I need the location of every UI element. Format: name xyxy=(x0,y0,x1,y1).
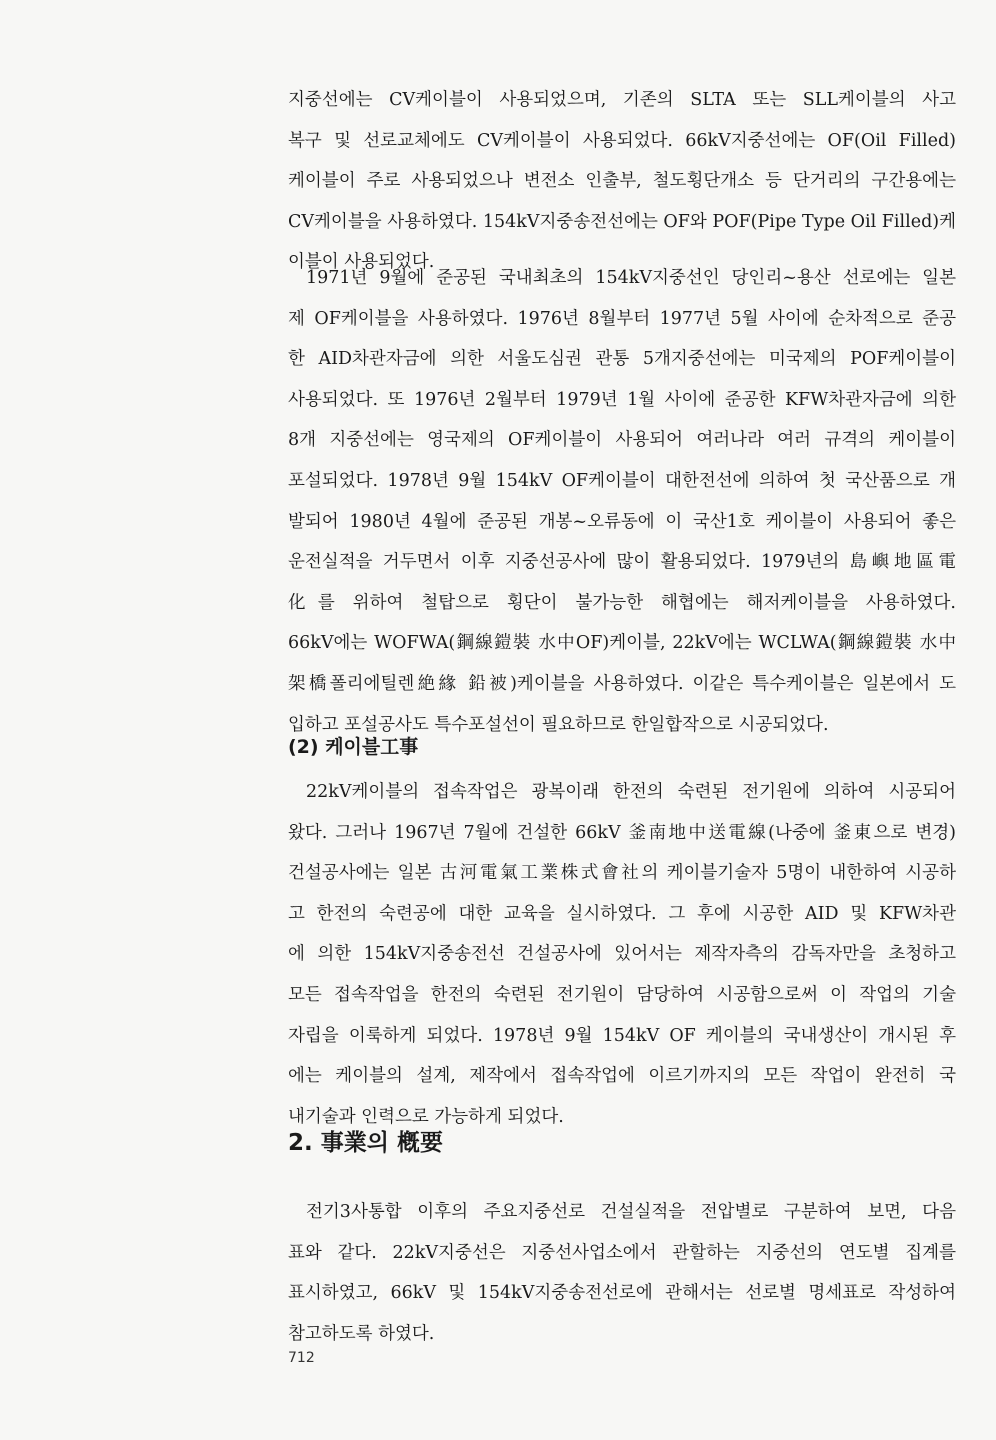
text-line: 운전실적을 거두면서 이후 지중선공사에 많이 활용되었다. 1979년의 島嶼地區電 xyxy=(288,552,956,573)
text-line: 化를 위하여 철탑으로 횡단이 불가능한 해협에는 해저케이블을 사용하였다. xyxy=(288,592,956,613)
text-line: 한 AID차관자금에 의한 서울도심권 관통 5개지중선에는 미국제의 POF케이블이 xyxy=(288,349,956,370)
text-line: 포설되었다. 1978년 9월 154kV OF케이블이 대한전선에 의하여 첫 국산품으로 개 xyxy=(288,470,956,491)
text-line: 내기술과 인력으로 가능하게 되었다. xyxy=(288,1106,564,1127)
text-line: 입하고 포설공사도 특수포설선이 필요하므로 한일합작으로 시공되었다. xyxy=(288,714,829,735)
subsection-heading: (2) 케이블工事 xyxy=(288,736,419,758)
text-line: 8개 지중선에는 영국제의 OF케이블이 사용되어 여러나라 여러 규격의 케이블이 xyxy=(288,430,956,451)
text-line: 표시하였고, 66kV 및 154kV지중송전선로에 관해서는 선로별 명세표로 작성하여 xyxy=(288,1283,956,1304)
text-line: 지중선에는 CV케이블이 사용되었으며, 기존의 SLTA 또는 SLL케이블의 사고 xyxy=(288,90,956,110)
section-heading: 2. 事業의 槪要 xyxy=(288,1130,443,1156)
paragraph-cable-history xyxy=(288,258,956,745)
text-line: 발되어 1980년 4월에 준공된 개봉~오류동에 이 국산1호 케이블이 사용되어 좋은 xyxy=(288,511,956,532)
text-line: 사용되었다. 또 1976년 2월부터 1979년 1월 사이에 준공한 KFW차관자금에 의한 xyxy=(288,389,956,410)
text-line: 모든 접속작업을 한전의 숙련된 전기원이 담당하여 시공함으로써 이 작업의 기술 xyxy=(288,984,956,1005)
text-line: 제 OF케이블을 사용하였다. 1976년 8월부터 1977년 5월 사이에 순차적으로 준공 xyxy=(288,308,956,329)
text-line: 66kV에는 WOFWA(鋼線鎧裝 水中OF)케이블, 22kV에는 WCLWA(鋼線鎧裝 水中 xyxy=(288,633,956,654)
text-line: 1971년 9월에 준공된 국내최초의 154kV지중선인 당인리~용산 선로에는 일본 xyxy=(306,268,956,288)
paragraph-cable-construction xyxy=(288,772,956,1137)
text-line: 건설공사에는 일본 古河電氣工業株式會社의 케이블기술자 5명이 내한하여 시공하 xyxy=(288,863,956,884)
text-line: 자립을 이룩하게 되었다. 1978년 9월 154kV OF 케이블의 국내생산이 개시된 후 xyxy=(288,1025,956,1046)
text-line: 전기3사통합 이후의 주요지중선로 건설실적을 전압별로 구분하여 보면, 다음 xyxy=(306,1202,956,1222)
text-line: 케이블이 주로 사용되었으나 변전소 인출부, 철도횡단개소 등 단거리의 구간용에는 xyxy=(288,171,956,192)
text-line: CV케이블을 사용하였다. 154kV지중송전선에는 OF와 POF(Pipe Type Oil Filled)케 xyxy=(288,211,956,232)
paragraph-business-overview xyxy=(288,1192,956,1354)
paragraph-cable-types xyxy=(288,80,956,283)
text-line: 고 한전의 숙련공에 대한 교육을 실시하였다. 그 후에 시공한 AID 및 KFW차관 xyxy=(288,903,956,924)
text-line: 이블이 사용되었다. xyxy=(288,252,435,273)
page-number: 712 xyxy=(288,1350,315,1366)
text-line: 에 의한 154kV지중송전선 건설공사에 있어서는 제작자측의 감독자만을 초청하고 xyxy=(288,944,956,965)
text-line: 에는 케이블의 설계, 제작에서 접속작업에 이르기까지의 모든 작업이 완전히 국 xyxy=(288,1066,956,1087)
text-line: 복구 및 선로교체에도 CV케이블이 사용되었다. 66kV지중선에는 OF(Oil Filled) xyxy=(288,130,956,151)
text-line: 왔다. 그러나 1967년 7월에 건설한 66kV 釜南地中送電線(나중에 釜東으로 변경) xyxy=(288,822,956,843)
text-line: 架橋폴리에틸렌絶緣 鉛被)케이블을 사용하였다. 이같은 특수케이블은 일본에서 도 xyxy=(288,673,956,694)
text-line: 22kV케이블의 접속작업은 광복이래 한전의 숙련된 전기원에 의하여 시공되어 xyxy=(306,782,956,802)
text-line: 참고하도록 하였다. xyxy=(288,1323,435,1344)
text-line: 표와 같다. 22kV지중선은 지중선사업소에서 관할하는 지중선의 연도별 집계를 xyxy=(288,1242,956,1263)
